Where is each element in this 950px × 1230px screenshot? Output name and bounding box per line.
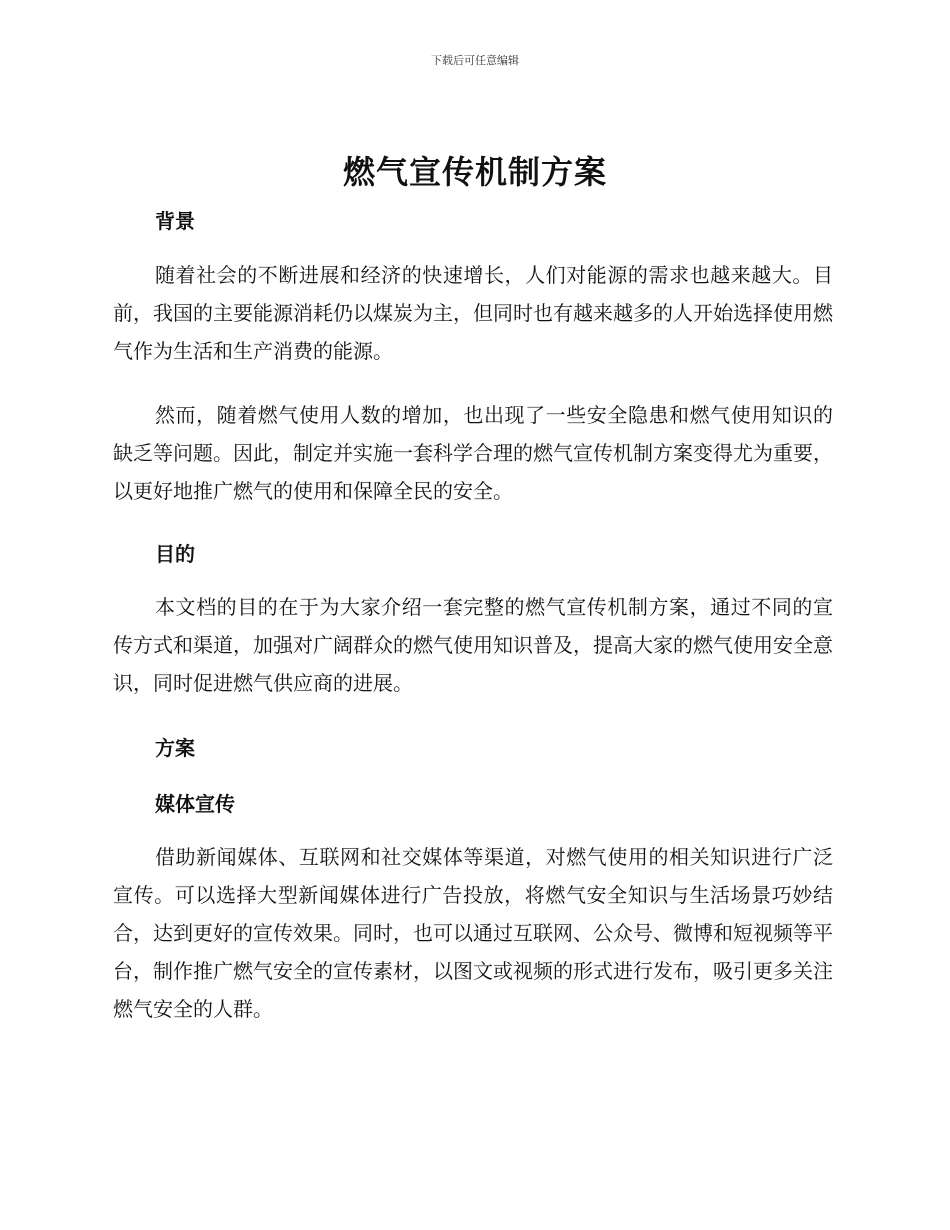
section-heading-background: 背景 bbox=[155, 209, 195, 233]
background-paragraph-2: 然而，随着燃气使用人数的增加，也出现了一些安全隐患和燃气使用知识的缺乏等问题。因此，制定并实施一套科学合理的燃气宣传机制方案变得尤为重要，以更好地推广燃气的使用和保障全民的安全。 bbox=[113, 403, 833, 503]
media-promotion-paragraph: 借助新闻媒体、互联网和社交媒体等渠道，对燃气使用的相关知识进行广泛宣传。可以选择大型新闻媒体进行广告投放，将燃气安全知识与生活场景巧妙结合，达到更好的宣传效果。同时，也可以通过互联网、公众号、微博和短视频等平台，制作推广燃气安全的宣传素材，以图文或视频的形式进行发布，吸引更多关注燃气安全的人群。 bbox=[113, 845, 833, 1021]
section-heading-media-promotion: 媒体宣传 bbox=[155, 792, 235, 816]
document-title: 燃气宣传机制方案 bbox=[342, 153, 607, 191]
background-paragraph-1: 随着社会的不断进展和经济的快速增长，人们对能源的需求也越来越大。目前，我国的主要能源消耗仍以煤炭为主，但同时也有越来越多的人开始选择使用燃气作为生活和生产消费的能源。 bbox=[113, 263, 833, 363]
header-note: 下载后可任意编辑 bbox=[431, 54, 519, 67]
section-heading-purpose: 目的 bbox=[155, 542, 195, 566]
section-heading-plan: 方案 bbox=[155, 736, 195, 760]
purpose-paragraph: 本文档的目的在于为大家介绍一套完整的燃气宣传机制方案，通过不同的宣传方式和渠道，加强对广阔群众的燃气使用知识普及，提高大家的燃气使用安全意识，同时促进燃气供应商的进展。 bbox=[113, 595, 833, 695]
